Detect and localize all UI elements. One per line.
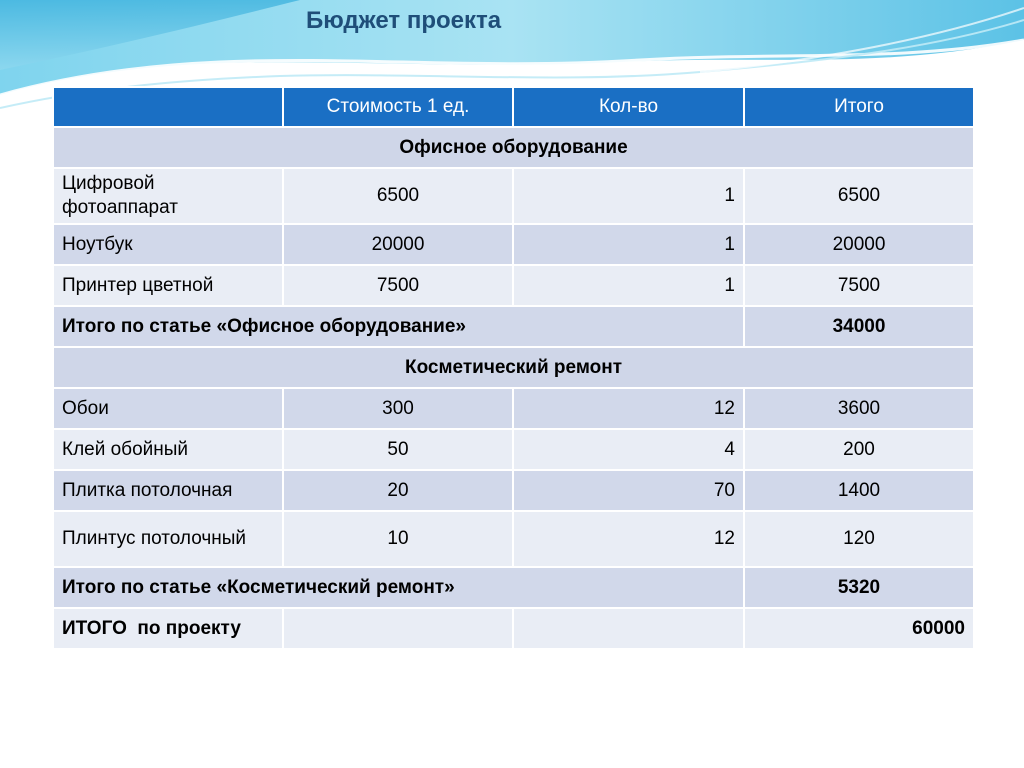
item-total: 120: [744, 511, 974, 567]
item-cost: 10: [283, 511, 513, 567]
table-row: [53, 168, 974, 224]
item-qty: 1: [513, 224, 744, 265]
budget-table: [52, 86, 975, 650]
section-row-repair: [53, 347, 974, 388]
table-row: [53, 470, 974, 511]
item-qty: 12: [513, 388, 744, 429]
item-name: Ноутбук: [53, 224, 283, 265]
header-cell-name: [53, 87, 283, 127]
header-cell-total: Итого: [744, 87, 974, 127]
item-cost: 20: [283, 470, 513, 511]
grand-total-row: [53, 608, 974, 649]
item-qty: 1: [513, 168, 744, 224]
table-row: [53, 429, 974, 470]
slide-title: Бюджет проекта: [306, 7, 502, 34]
section-title-office: Офисное оборудование: [53, 127, 974, 168]
item-total: 7500: [744, 265, 974, 306]
item-name: Клей обойный: [53, 429, 283, 470]
item-total: 200: [744, 429, 974, 470]
item-qty: 1: [513, 265, 744, 306]
subtotal-label-repair: Итого по статье «Косметический ремонт»: [53, 567, 744, 608]
item-name: Обои: [53, 388, 283, 429]
section-title-repair: Косметический ремонт: [53, 347, 974, 388]
item-name: Плитка потолочная: [53, 470, 283, 511]
item-cost: 300: [283, 388, 513, 429]
item-total: 3600: [744, 388, 974, 429]
item-qty: 70: [513, 470, 744, 511]
header-cell-cost: Стоимость 1 ед.: [283, 87, 513, 127]
item-cost: 50: [283, 429, 513, 470]
item-total: 1400: [744, 470, 974, 511]
item-qty: 12: [513, 511, 744, 567]
item-cost: 6500: [283, 168, 513, 224]
header-cell-qty: Кол-во: [513, 87, 744, 127]
item-qty: 4: [513, 429, 744, 470]
table-row: [53, 388, 974, 429]
item-total: 6500: [744, 168, 974, 224]
subtotal-row-repair: [53, 567, 974, 608]
subtotal-label-office: Итого по статье «Офисное оборудование»: [53, 306, 744, 347]
subtotal-value-office: 34000: [744, 306, 974, 347]
item-name: Цифровой фотоаппарат: [53, 168, 283, 224]
item-name: Принтер цветной: [53, 265, 283, 306]
table-header-row: [53, 87, 974, 127]
item-cost: 7500: [283, 265, 513, 306]
grand-total-empty-cell: [513, 608, 744, 649]
subtotal-value-repair: 5320: [744, 567, 974, 608]
item-total: 20000: [744, 224, 974, 265]
table-row: [53, 265, 974, 306]
item-cost: 20000: [283, 224, 513, 265]
grand-total-value: 60000: [744, 608, 974, 649]
table-row: [53, 224, 974, 265]
grand-total-empty-cell: [283, 608, 513, 649]
item-name: Плинтус потолочный: [53, 511, 283, 567]
table-row: [53, 511, 974, 567]
subtotal-row-office: [53, 306, 974, 347]
section-row-office: [53, 127, 974, 168]
grand-total-label: ИТОГО по проекту: [53, 608, 283, 649]
